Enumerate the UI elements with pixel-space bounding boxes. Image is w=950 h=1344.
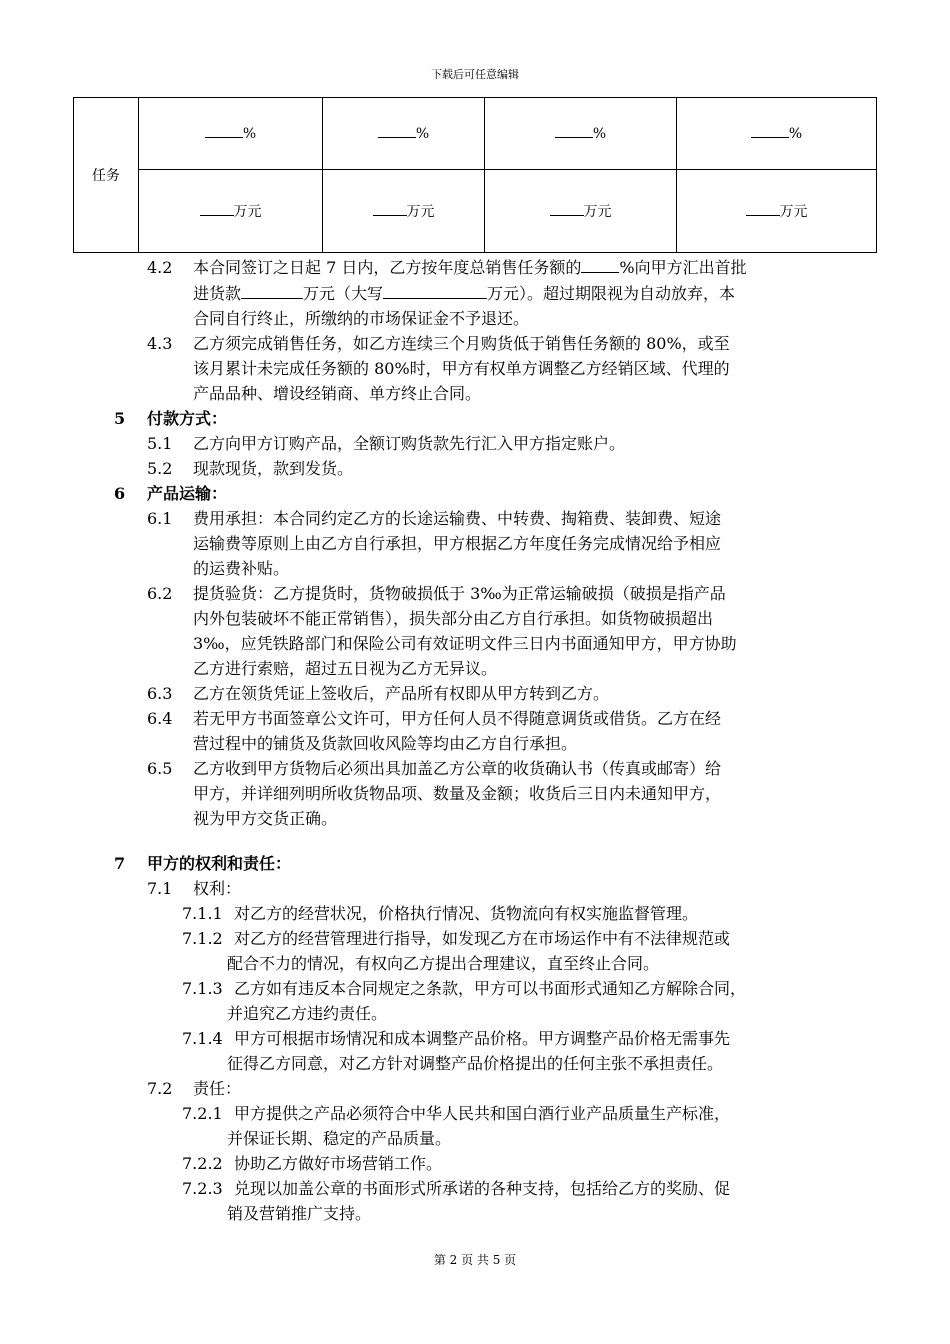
clause-6-5-line2: 甲方，并详细列明所收货物品项、数量及金额；收货后三日内未通知甲方， (193, 784, 722, 803)
item-number: 7.1.4 (182, 1029, 223, 1048)
section-number: 5 (114, 409, 126, 428)
clause-text: 万元（大写 (303, 284, 384, 303)
clause-7-1-heading (147, 878, 241, 900)
blank-line (550, 215, 584, 216)
clause-text: 进货款 (193, 284, 242, 303)
pct-cell (139, 98, 323, 170)
clause-4-2-line2 (193, 283, 735, 305)
pct-text: % (592, 125, 607, 142)
clause-text: 乙方在领货凭证上签收后，产品所有权即从甲方转到乙方。 (193, 684, 610, 703)
clause-5-1 (147, 433, 625, 455)
sales-task-table (73, 97, 877, 253)
item-text: 对乙方的经营管理进行指导，如发现乙方在市场运作中有不法律规范或 (234, 929, 731, 948)
item-number: 7.2.2 (182, 1154, 223, 1173)
clause-text: 乙方收到甲方货物后必须出具加盖乙方公章的收货确认书（传真或邮寄）给 (193, 759, 722, 778)
item-number: 7.2.3 (182, 1179, 223, 1198)
item-text: 对乙方的经营状况，价格执行情况、货物流向有权实施监督管理。 (234, 904, 699, 923)
item-number: 7.1.2 (182, 929, 223, 948)
amount-cell (677, 170, 877, 253)
clause-number: 4.3 (147, 334, 173, 353)
pct-text: % (415, 125, 430, 142)
amount-text: 万元 (406, 204, 435, 220)
clause-number: 6.4 (147, 709, 173, 728)
item-number: 7.2.1 (182, 1104, 223, 1123)
item-text: 兑现以加盖公章的书面形式所承诺的各种支持，包括给乙方的奖励、促 (234, 1179, 731, 1198)
section-5-heading (114, 408, 227, 430)
clause-text: 乙方向甲方订购产品，全额订购货款先行汇入甲方指定账户。 (193, 434, 626, 453)
clause-6-4-line1 (147, 708, 721, 730)
clause-6-1-line1 (147, 508, 721, 530)
blank-line (378, 137, 416, 138)
clause-number: 5.2 (147, 459, 173, 478)
clause-6-3 (147, 683, 609, 705)
clause-text: %向甲方汇出首批 (619, 258, 747, 277)
section-6-heading (114, 483, 227, 505)
clause-text: 现款现货，款到发货。 (193, 459, 354, 478)
clause-4-2-line1 (147, 257, 747, 279)
item-text: 甲方提供之产品必须符合中华人民共和国白酒行业产品质量生产标准， (234, 1104, 731, 1123)
item-number: 7.1.1 (182, 904, 223, 923)
blank-line (383, 298, 487, 299)
clause-text: 权利： (193, 879, 242, 898)
clause-6-2-line1 (147, 583, 726, 605)
clause-6-2-line3: 3‰，应凭铁路部门和保险公司有效证明文件三日内书面通知甲方，甲方协助 (193, 634, 737, 653)
pct-text: % (788, 125, 803, 142)
item-7-1-3-line2: 并追究乙方违约责任。 (227, 1004, 388, 1023)
item-7-2-1-line1 (182, 1103, 730, 1125)
clause-number: 5.1 (147, 434, 173, 453)
section-title: 甲方的权利和责任： (147, 854, 292, 873)
clause-number: 6.5 (147, 759, 173, 778)
item-7-2-2 (182, 1153, 442, 1175)
amount-cell (485, 170, 677, 253)
task-row-label: 任务 (74, 98, 139, 253)
blank-line (241, 298, 303, 299)
amount-text: 万元 (779, 204, 808, 220)
item-7-1-4-line1 (182, 1028, 730, 1050)
section-title: 产品运输： (147, 484, 228, 503)
clause-number: 6.2 (147, 584, 173, 603)
blank-line (555, 137, 593, 138)
clause-6-2-line2: 内外包装破坏不能正常销售），损失部分由乙方自行承担。如货物破损超出 (193, 609, 714, 628)
blank-line (581, 272, 619, 273)
clause-6-1-line3: 的运费补贴。 (193, 559, 290, 578)
item-7-2-1-line2: 并保证长期、稳定的产品质量。 (227, 1129, 452, 1148)
page-footer: 第 2 页 共 5 页 (433, 1253, 517, 1267)
blank-line (751, 137, 789, 138)
clause-6-5-line3: 视为甲方交货正确。 (193, 809, 338, 828)
clause-text: 费用承担：本合同约定乙方的长途运输费、中转费、掏箱费、装卸费、短途 (193, 509, 722, 528)
blank-line (373, 215, 407, 216)
clause-number: 6.1 (147, 509, 173, 528)
section-7-heading (114, 853, 291, 875)
clause-6-2-line4: 乙方进行索赔，超过五日视为乙方无异议。 (193, 659, 498, 678)
section-number: 6 (114, 484, 126, 503)
item-text: 协助乙方做好市场营销工作。 (234, 1154, 443, 1173)
item-text: 乙方如有违反本合同规定之条款，甲方可以书面形式通知乙方解除合同， (234, 979, 747, 998)
pct-text: % (242, 125, 257, 142)
item-7-2-3-line2: 销及营销推广支持。 (227, 1204, 372, 1223)
section-title: 付款方式： (147, 409, 228, 428)
blank-line (205, 137, 243, 138)
item-7-1-1 (182, 903, 698, 925)
clause-5-2 (147, 458, 353, 480)
clause-6-4-line2: 营过程中的铺货及货款回收风险等均由乙方自行承担。 (193, 734, 578, 753)
blank-line (200, 215, 234, 216)
pct-cell (485, 98, 677, 170)
item-7-1-2-line2: 配合不力的情况，有权向乙方提出合理建议，直至终止合同。 (227, 954, 660, 973)
pct-cell (323, 98, 485, 170)
page-header: 下载后可任意编辑 (431, 68, 519, 81)
amount-text: 万元 (583, 204, 612, 220)
clause-4-3-line3: 产品品种、增设经销商、单方终止合同。 (193, 384, 482, 403)
clause-text: 本合同签订之日起 7 日内，乙方按年度总销售任务额的 (193, 258, 582, 277)
pct-cell (677, 98, 877, 170)
item-text: 甲方可根据市场情况和成本调整产品价格。甲方调整产品价格无需事先 (234, 1029, 731, 1048)
clause-number: 7.2 (147, 1079, 173, 1098)
clause-4-3-line1 (147, 333, 730, 355)
item-7-2-3-line1 (182, 1178, 730, 1200)
item-7-1-3-line1 (182, 978, 746, 1000)
clause-4-2-line3: 合同自行终止，所缴纳的市场保证金不予退还。 (193, 309, 530, 328)
section-number: 7 (114, 854, 126, 873)
clause-number: 4.2 (147, 258, 173, 277)
clause-text: 提货验货：乙方提货时，货物破损低于 3‰为正常运输破损（破损是指产品 (193, 584, 726, 603)
clause-7-2-heading (147, 1078, 241, 1100)
blank-line (746, 215, 780, 216)
clause-number: 6.3 (147, 684, 173, 703)
clause-number: 7.1 (147, 879, 173, 898)
amount-cell (139, 170, 323, 253)
amount-cell (323, 170, 485, 253)
item-7-1-4-line2: 征得乙方同意，对乙方针对调整产品价格提出的任何主张不承担责任。 (227, 1054, 724, 1073)
clause-text: 责任： (193, 1079, 242, 1098)
item-number: 7.1.3 (182, 979, 223, 998)
amount-text: 万元 (233, 204, 262, 220)
clause-4-3-line2: 该月累计未完成任务额的 80%时，甲方有权单方调整乙方经销区域、代理的 (193, 359, 730, 378)
clause-text: 乙方须完成销售任务，如乙方连续三个月购货低于销售任务额的 80%，或至 (193, 334, 730, 353)
clause-text: 万元）。超过期限视为自动放弃，本 (487, 284, 736, 303)
item-7-1-2-line1 (182, 928, 730, 950)
clause-6-5-line1 (147, 758, 721, 780)
clause-6-1-line2: 运输费等原则上由乙方自行承担，甲方根据乙方年度任务完成情况给予相应 (193, 534, 722, 553)
clause-text: 若无甲方书面签章公文许可，甲方任何人员不得随意调货或借货。乙方在经 (193, 709, 722, 728)
